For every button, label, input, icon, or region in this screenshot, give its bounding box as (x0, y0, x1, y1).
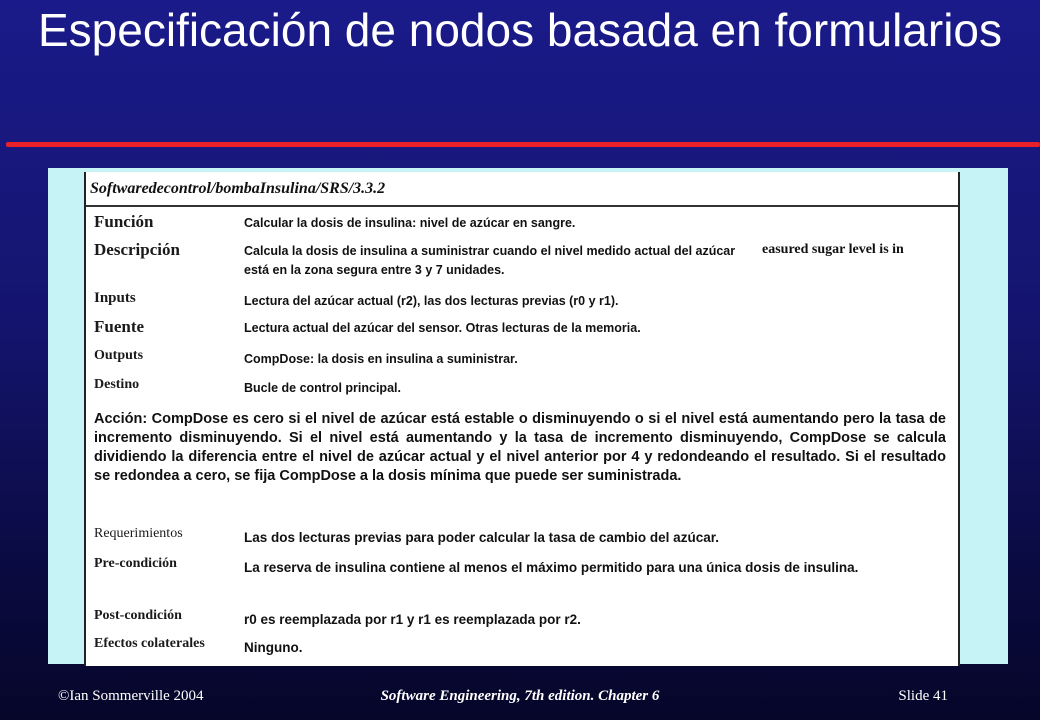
row-value: Bucle de control principal. (244, 381, 401, 395)
row-label: Función (94, 212, 154, 231)
specification-form (84, 172, 960, 666)
row-value: Lectura del azúcar actual (r2), las dos lecturas previas (r0 y r1). (244, 294, 619, 308)
footer-book-title: Software Engineering, 7th edition. Chapter 6 (380, 688, 660, 704)
row-value: Lectura actual del azúcar del sensor. Otras lecturas de la memoria. (244, 321, 641, 335)
action-paragraph: Acción: CompDose es cero si el nivel de azúcar está estable o disminuyendo o si el nivel está aumentando pero la tasa de incremento disminuyendo. Si el nivel está aumentando y la tasa de incremento disminuyendo, CompDose se calcula dividiendo la diferencia entre el nivel de azúcar actual y el nivel anterior por 4 y redondeando el resultado. Si el resultado se redondea a cero, se fija CompDose a la dosis mínima que puede ser suministrada. (94, 411, 946, 484)
footer-copyright: ©Ian Sommerville 2004 (58, 688, 204, 704)
row-label: Outputs (94, 348, 144, 363)
slide-title: Especificación de nodos basada en formularios (37, 4, 1003, 56)
row-label: Requerimientos (94, 526, 183, 541)
row-label: Pre-condición (94, 556, 177, 571)
row-label: Descripción (94, 240, 180, 259)
overlapping-english-text: easured sugar level is in (758, 242, 904, 258)
row-label: Post-condición (94, 608, 182, 623)
row-value: Calcular la dosis de insulina: nivel de azúcar en sangre. (244, 216, 576, 230)
row-value: Calcula la dosis de insulina a suministrar cuando el nivel medido actual del azúcar está en la zona segura entre 3 y 7 unidades. (244, 244, 736, 277)
form-header-divider (86, 205, 958, 207)
row-value: Las dos lecturas previas para poder calcular la tasa de cambio del azúcar. (244, 530, 719, 545)
footer-slide-number: Slide 41 (898, 688, 948, 704)
row-label: Destino (94, 377, 140, 392)
row-label: Inputs (94, 290, 136, 306)
row-label: Fuente (94, 317, 145, 336)
row-value: Ninguno. (244, 640, 303, 655)
title-divider (6, 142, 1040, 147)
row-value: r0 es reemplazada por r1 y r1 es reemplazada por r2. (244, 612, 581, 627)
form-header: Softwaredecontrol/bombaInsulina/SRS/3.3.2 (90, 180, 386, 197)
row-value: CompDose: la dosis en insulina a suministrar. (244, 352, 518, 366)
slide-footer (0, 688, 1040, 712)
row-label: Efectos colaterales (94, 636, 205, 651)
row-value: La reserva de insulina contiene al menos el máximo permitido para una única dosis de insulina. (244, 560, 859, 575)
